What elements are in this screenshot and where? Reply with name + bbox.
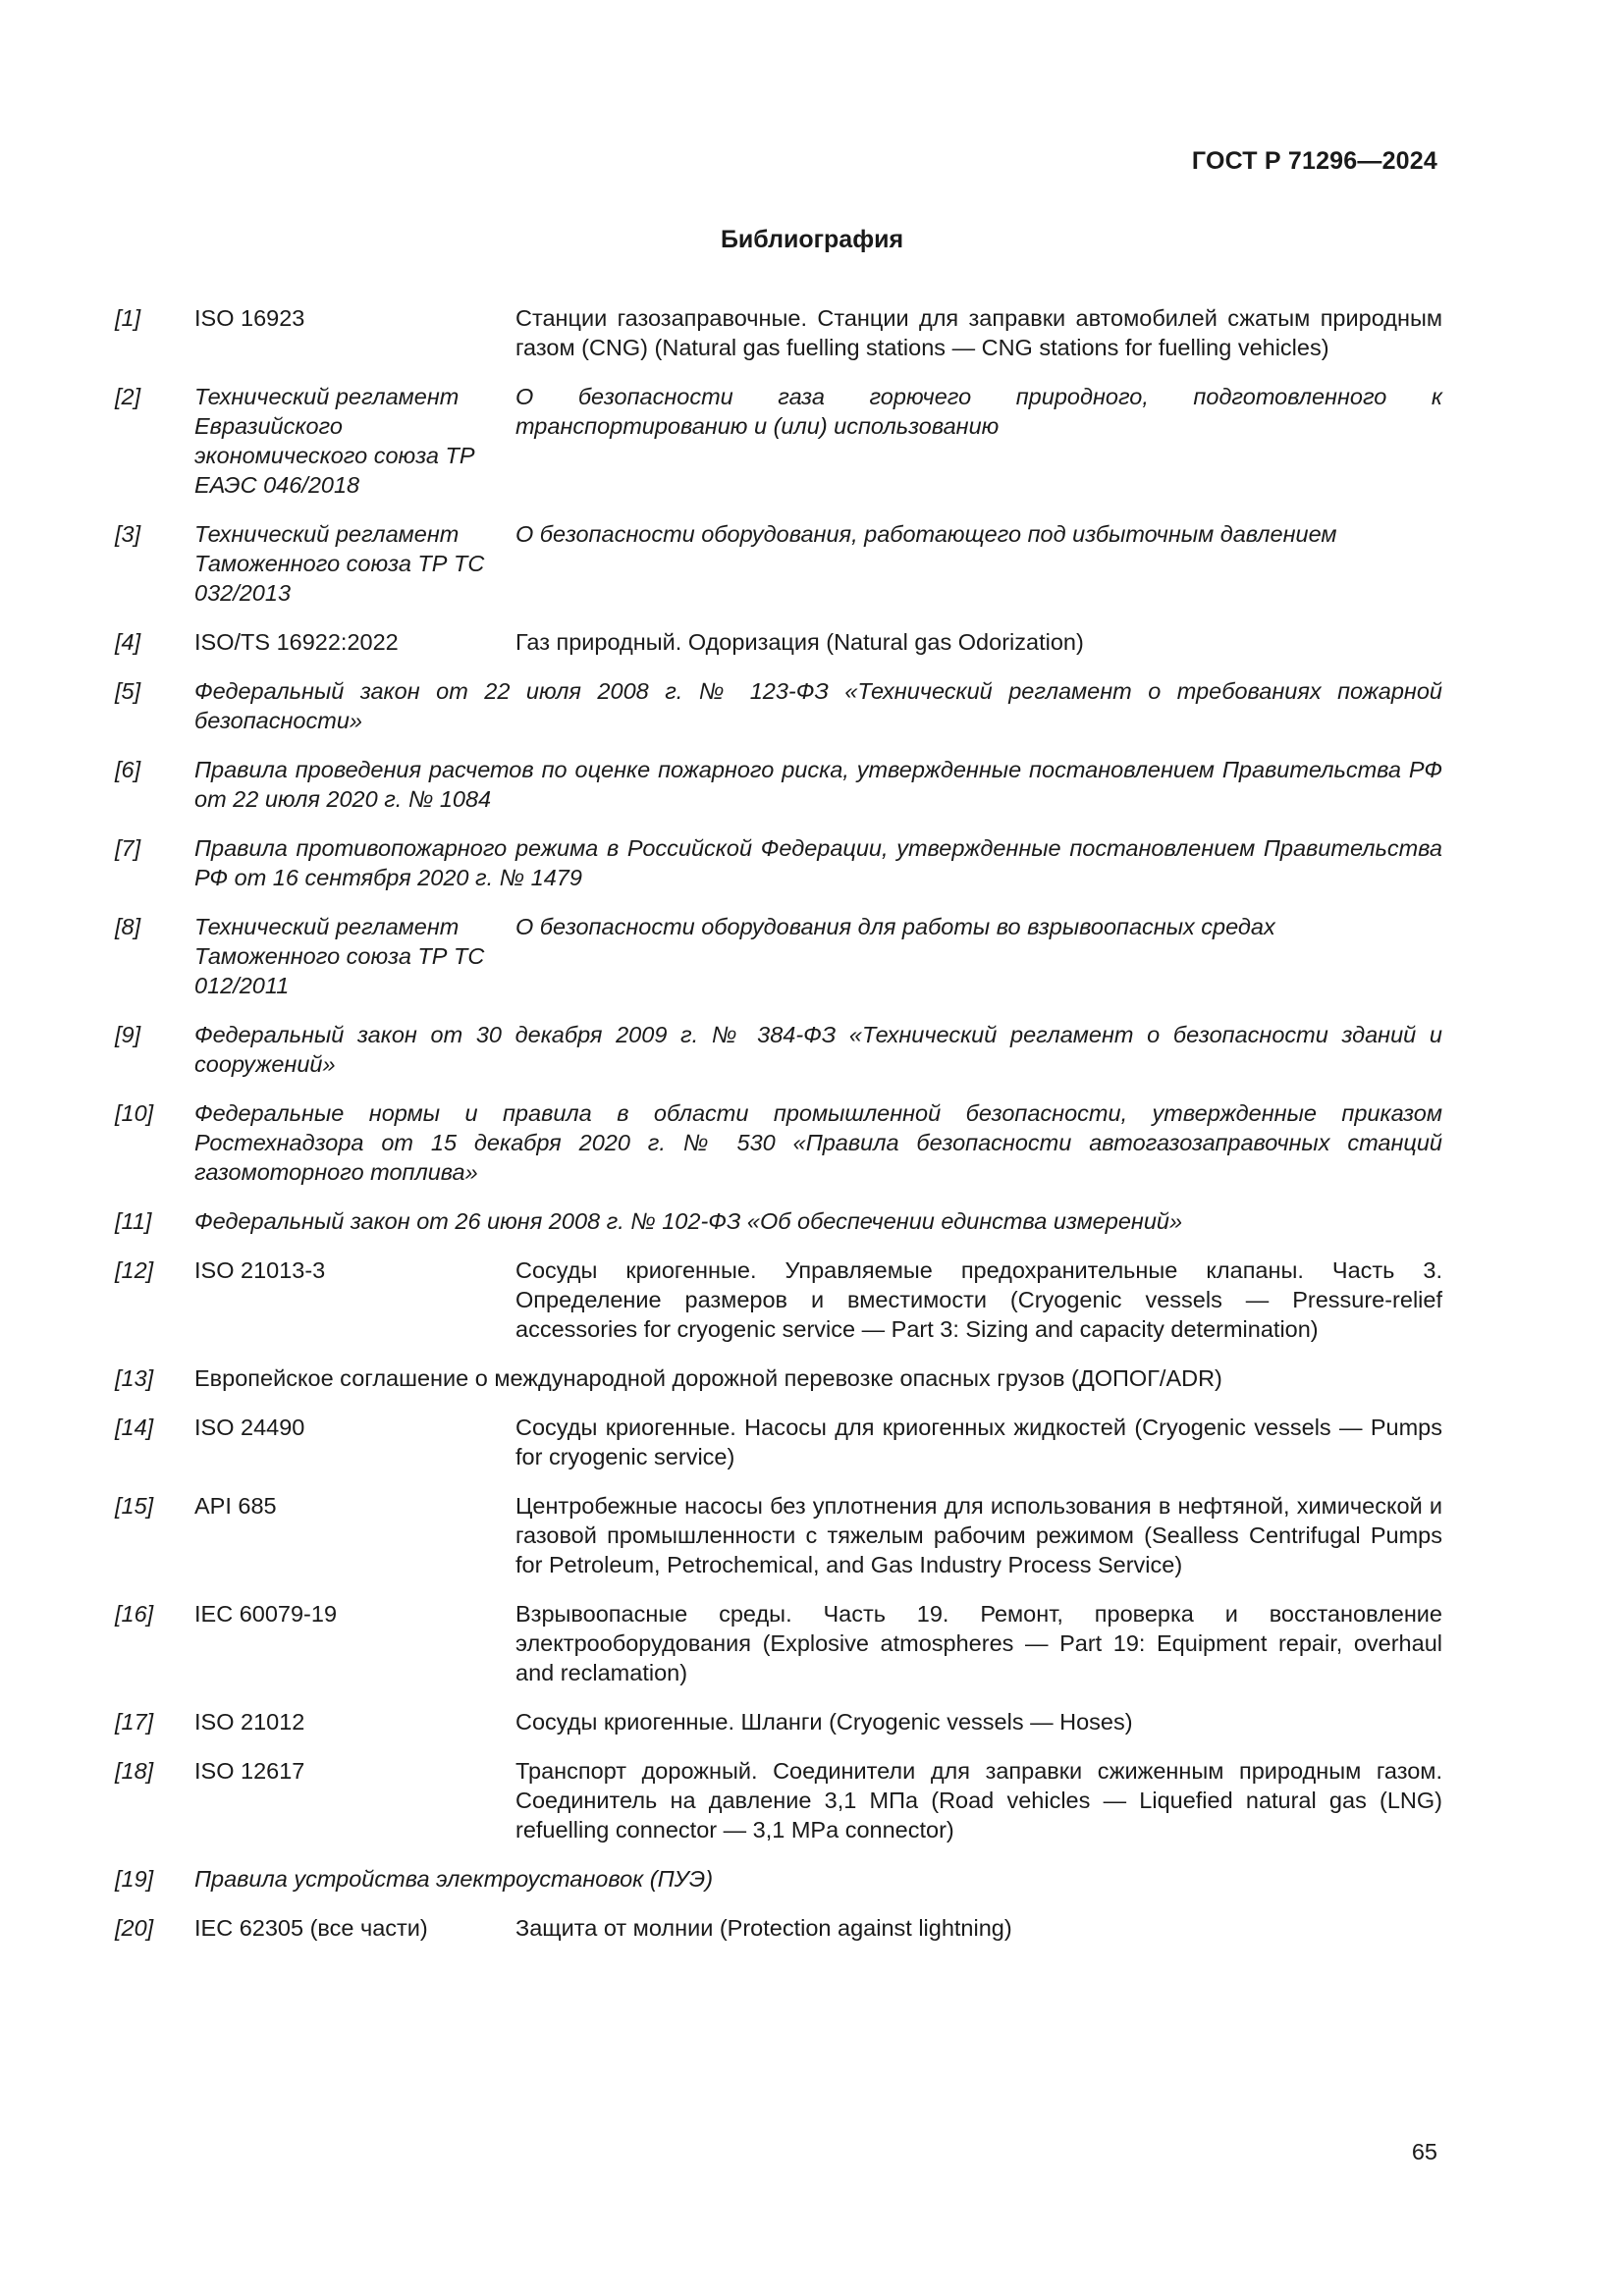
bibliography-entry-13 [115, 1363, 1442, 1393]
entry-description: Станции газозаправочные. Станции для заправки автомобилей сжатым природным газом (CNG) (Natural gas fuelling stations — CNG stations for fuelling vehicles) [515, 305, 1442, 360]
entry-full-text: Правила устройства электроустановок (ПУЭ) [194, 1866, 714, 1892]
entry-description: Центробежные насосы без уплотнения для использования в нефтяной, химической и газовой промышленности с тяжелым рабочим режимом (Sealless Centrifugal Pumps for Petroleum, Petrochemical, and Gas Industry Process Service) [515, 1493, 1442, 1577]
document-code: ГОСТ Р 71296—2024 [1191, 147, 1437, 175]
bibliography-entry-18 [115, 1756, 1442, 1844]
entry-number: [11] [115, 1208, 152, 1234]
bibliography-entry-14 [115, 1413, 1442, 1471]
entry-full-text: Федеральные нормы и правила в области промышленной безопасности, утвержденные приказом Ростехнадзора от 15 декабря 2020 г. № 530 «Правила безопасности автогазозаправочных станций газомоторного топлива» [194, 1100, 1442, 1185]
entry-source: ISO 24490 [194, 1415, 305, 1440]
entry-number: [2] [115, 384, 141, 409]
bibliography-entry-3 [115, 519, 1442, 608]
entry-source: Технический регламент Евразийского экономического союза ТР ЕАЭС 046/2018 [194, 384, 475, 498]
entry-number: [5] [115, 678, 141, 704]
entry-number: [4] [115, 629, 141, 655]
entry-number: [12] [115, 1257, 154, 1283]
entry-number: [10] [115, 1100, 154, 1126]
page-number: 65 [1411, 2139, 1437, 2164]
entry-number: [6] [115, 757, 141, 782]
entry-full-text: Правила противопожарного режима в Российской Федерации, утвержденные постановлением Правительства РФ от 16 сентября 2020 г. № 1479 [194, 835, 1442, 890]
entry-description: Транспорт дорожный. Соединители для заправки сжиженным природным газом. Соединитель на давление 3,1 МПа (Road vehicles — Liquefied natural gas (LNG) refuelling connector — 3,1 MPa connector) [515, 1758, 1442, 1842]
entry-full-text: Федеральный закон от 26 июня 2008 г. № 102-ФЗ «Об обеспечении единства измерений» [194, 1208, 1183, 1234]
bibliography-entry-4 [115, 627, 1442, 657]
bibliography-entry-5 [115, 676, 1442, 735]
bibliography-entry-6 [115, 755, 1442, 814]
entry-description: О безопасности газа горючего природного, подготовленного к транспортированию и (или) использованию [515, 384, 1442, 439]
bibliography-entry-19 [115, 1864, 1442, 1894]
bibliography-entry-17 [115, 1707, 1442, 1736]
bibliography-entry-10 [115, 1098, 1442, 1187]
entry-description: Сосуды криогенные. Управляемые предохранительные клапаны. Часть 3. Определение размеров и вместимости (Cryogenic vessels — Pressure-relief accessories for cryogenic service — Part 3: Sizing and capacity determination) [515, 1257, 1442, 1342]
entry-number: [3] [115, 521, 141, 547]
bibliography-list [115, 303, 1442, 1962]
entry-source: IEC 62305 (все части) [194, 1915, 428, 1941]
entry-number: [16] [115, 1601, 154, 1627]
entry-full-text: Федеральный закон от 30 декабря 2009 г. № 384-ФЗ «Технический регламент о безопасности зданий и сооружений» [194, 1022, 1442, 1077]
bibliography-entry-2 [115, 382, 1442, 500]
bibliography-entry-8 [115, 912, 1442, 1000]
entry-description: Газ природный. Одоризация (Natural gas Odorization) [515, 629, 1084, 655]
entry-number: [18] [115, 1758, 154, 1784]
bibliography-entry-20 [115, 1913, 1442, 1943]
entry-description: Сосуды криогенные. Насосы для криогенных жидкостей (Cryogenic vessels — Pumps for cryogenic service) [515, 1415, 1442, 1469]
entry-number: [20] [115, 1915, 154, 1941]
page-title: Библиография [720, 226, 904, 253]
bibliography-entry-7 [115, 833, 1442, 892]
entry-description: О безопасности оборудования, работающего под избыточным давлением [515, 521, 1337, 547]
entry-number: [13] [115, 1365, 154, 1391]
bibliography-entry-1 [115, 303, 1442, 362]
entry-number: [1] [115, 305, 141, 331]
entry-source: Технический регламент Таможенного союза ТР ТС 032/2013 [194, 521, 485, 606]
entry-number: [14] [115, 1415, 154, 1440]
entry-number: [7] [115, 835, 141, 861]
entry-full-text: Европейское соглашение о международной дорожной перевозке опасных грузов (ДОПОГ/ADR) [194, 1365, 1222, 1391]
bibliography-entry-9 [115, 1020, 1442, 1079]
entry-source: Технический регламент Таможенного союза ТР ТС 012/2011 [194, 914, 485, 998]
bibliography-entry-15 [115, 1491, 1442, 1579]
bibliography-entry-12 [115, 1255, 1442, 1344]
entry-number: [19] [115, 1866, 154, 1892]
entry-source: ISO 12617 [194, 1758, 305, 1784]
bibliography-entry-16 [115, 1599, 1442, 1687]
entry-number: [9] [115, 1022, 141, 1047]
entry-number: [15] [115, 1493, 154, 1519]
entry-source: IEC 60079-19 [194, 1601, 338, 1627]
entry-number: [17] [115, 1709, 154, 1735]
entry-description: Взрывоопасные среды. Часть 19. Ремонт, проверка и восстановление электрооборудования (Explosive atmospheres — Part 19: Equipment repair, overhaul and reclamation) [515, 1601, 1442, 1685]
entry-full-text: Правила проведения расчетов по оценке пожарного риска, утвержденные постановлением Правительства РФ от 22 июля 2020 г. № 1084 [194, 757, 1442, 812]
entry-description: Защита от молнии (Protection against lightning) [515, 1915, 1012, 1941]
entry-source: ISO/TS 16922:2022 [194, 629, 399, 655]
bibliography-entry-11 [115, 1206, 1442, 1236]
entry-source: ISO 21013-3 [194, 1257, 326, 1283]
entry-full-text: Федеральный закон от 22 июля 2008 г. № 123-ФЗ «Технический регламент о требованиях пожарной безопасности» [194, 678, 1442, 733]
entry-description: О безопасности оборудования для работы во взрывоопасных средах [515, 914, 1275, 939]
entry-number: [8] [115, 914, 141, 939]
entry-source: API 685 [194, 1493, 277, 1519]
entry-source: ISO 21012 [194, 1709, 305, 1735]
entry-description: Сосуды криогенные. Шланги (Cryogenic vessels — Hoses) [515, 1709, 1133, 1735]
entry-source: ISO 16923 [194, 305, 305, 331]
